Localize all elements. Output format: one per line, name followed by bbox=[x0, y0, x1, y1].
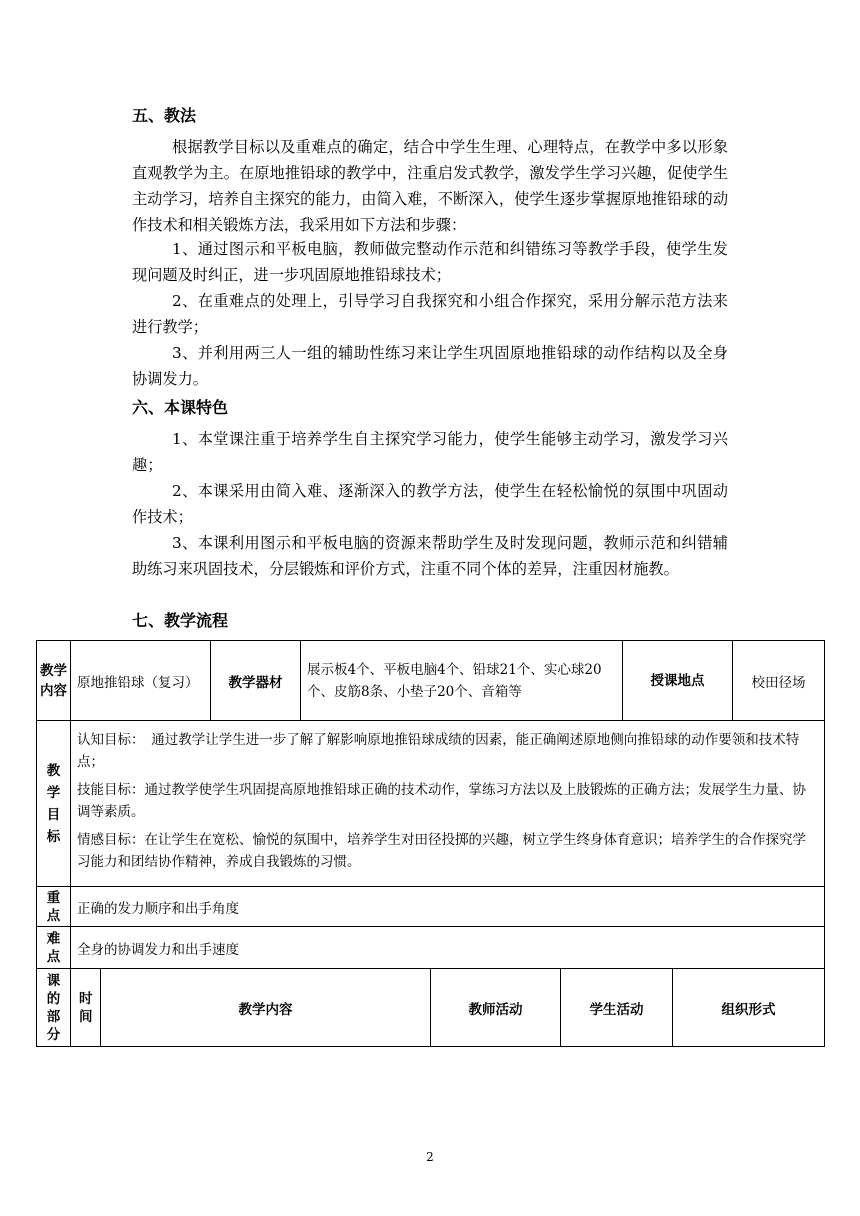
table-row bbox=[37, 927, 825, 969]
paragraph: 3、本课利用图示和平板电脑的资源来帮助学生及时发现问题，教师示范和纠错辅助练习来巩固技术，分层锻炼和评价方式，注重不同个体的差异，注重因材施教。 bbox=[132, 534, 728, 578]
location-cell: 校田径场 bbox=[733, 641, 825, 721]
page-number: 2 bbox=[426, 1150, 434, 1164]
table-row bbox=[37, 721, 825, 887]
section-title-teaching-method: 五、教法 bbox=[132, 106, 197, 125]
paragraph: 3、并利用两三人一组的辅助性练习来让学生巩固原地推铅球的动作结构以及全身协调发力。 bbox=[132, 344, 728, 388]
column-header: 时间 bbox=[71, 969, 101, 1047]
row-label: 重点 bbox=[37, 887, 71, 927]
goal-cognitive: 认知目标： 通过教学让学生进一步了解了解影响原地推铅球成绩的因素，能正确阐述原地侧向推铅球的动作要领和技术特点； bbox=[77, 731, 800, 770]
goals-cell bbox=[71, 721, 825, 887]
difficulty-cell: 全身的协调发力和出手速度 bbox=[71, 927, 825, 969]
section-title-features: 六、本课特色 bbox=[132, 398, 229, 417]
goal-emotion: 情感目标：在让学生在宽松、愉悦的氛围中，培养学生对田径投掷的兴趣，树立学生终身体育意识；培养学生的合作探究学习能力和团结协作精神，养成自我锻炼的习惯。 bbox=[77, 831, 806, 870]
column-header: 教学内容 bbox=[101, 969, 431, 1047]
row-label: 教学内容 bbox=[37, 641, 71, 721]
equipment-label: 教学器材 bbox=[211, 641, 301, 721]
column-header: 课的部分 bbox=[37, 969, 71, 1047]
row-label: 教学目标 bbox=[37, 721, 71, 887]
column-header: 学生活动 bbox=[561, 969, 673, 1047]
table-row bbox=[37, 641, 825, 721]
table-row bbox=[37, 887, 825, 927]
key-point-cell: 正确的发力顺序和出手角度 bbox=[71, 887, 825, 927]
paragraph: 2、本课采用由简入难、逐渐深入的教学方法，使学生在轻松愉悦的氛围中巩固动作技术； bbox=[132, 482, 728, 526]
goal-skill: 技能目标：通过教学使学生巩固提高原地推铅球正确的技术动作，掌练习方法以及上肢锻炼的正确方法；发展学生力量、协调等素质。 bbox=[77, 781, 806, 820]
column-header: 组织形式 bbox=[673, 969, 825, 1047]
section-title-process: 七、教学流程 bbox=[132, 611, 229, 630]
location-label: 授课地点 bbox=[623, 641, 733, 721]
row-label: 难点 bbox=[37, 927, 71, 969]
lesson-content-cell: 原地推铅球（复习） bbox=[71, 641, 211, 721]
paragraph: 2、在重难点的处理上，引导学习自我探究和小组合作探究，采用分解示范方法来进行教学； bbox=[132, 292, 728, 336]
paragraph: 1、本堂课注重于培养学生自主探究学习能力，使学生能够主动学习，激发学习兴趣； bbox=[132, 430, 728, 474]
column-header: 教师活动 bbox=[431, 969, 561, 1047]
table-header-row bbox=[37, 969, 825, 1047]
equipment-cell: 展示板4个、平板电脑4个、铅球21个、实心球20个、皮筋8条、小垫子20个、音箱等 bbox=[301, 641, 623, 721]
paragraph: 根据教学目标以及重难点的确定，结合中学生生理、心理特点，在教学中多以形象直观教学为主。在原地推铅球的教学中，注重启发式教学，激发学生学习兴趣，促使学生主动学习，培养自主探究的能力，由简入难，不断深入，使学生逐步掌握原地推铅球的动作技术和相关锻炼方法，我采用如下方法和步骤： bbox=[132, 138, 728, 234]
lesson-plan-table bbox=[36, 640, 825, 1047]
paragraph: 1、通过图示和平板电脑，教师做完整动作示范和纠错练习等教学手段，使学生发现问题及时纠正，进一步巩固原地推铅球技术； bbox=[132, 240, 728, 284]
